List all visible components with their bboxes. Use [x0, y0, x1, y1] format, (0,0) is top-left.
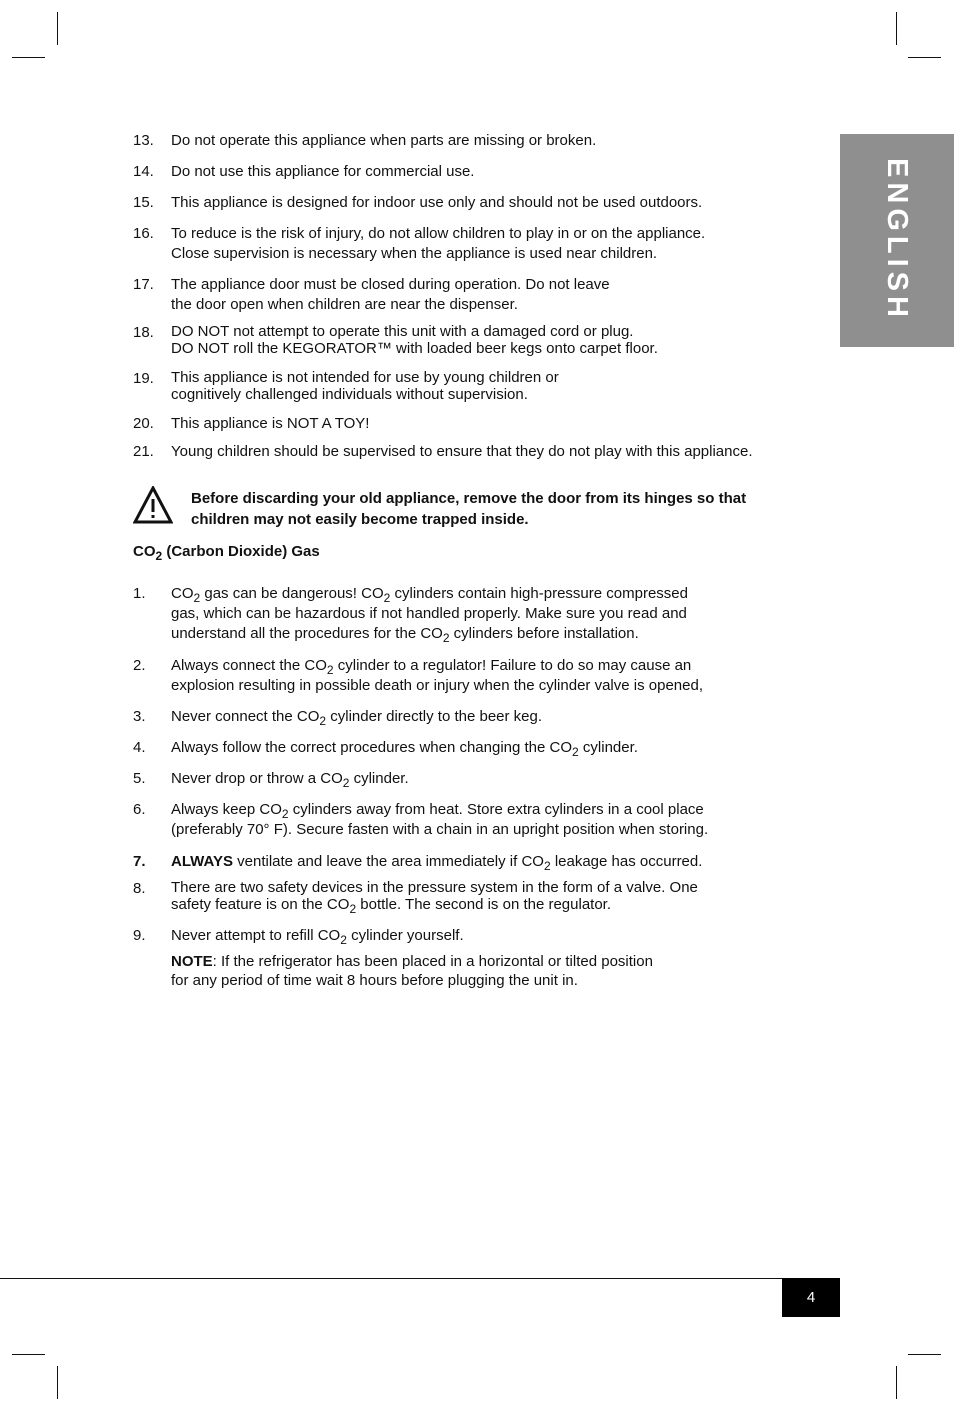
- list-item: [133, 584, 833, 644]
- text-segment: Never attempt to refill CO: [171, 927, 341, 944]
- text-segment: There are two safety devices in the pressure system in the form of a valve. One safety feature is on the CO: [171, 879, 698, 913]
- list-item-number: 3.: [133, 708, 146, 725]
- note-text: : If the refrigerator has been placed in a horizontal or tilted position for any period of time wait 8 hours before plugging the unit in.: [171, 953, 653, 989]
- subscript: 2: [340, 933, 347, 947]
- list-item-text: To reduce is the risk of injury, do not allow children to play in or on the appliance. Close supervision is necessary when the appliance is used near children.: [171, 225, 706, 262]
- text-segment: ventilate and leave the area immediately if CO: [232, 853, 544, 870]
- subscript: 2: [442, 631, 450, 645]
- list-item: [133, 369, 833, 403]
- page-number: 4: [782, 1278, 840, 1317]
- list-item-number: 1.: [133, 585, 146, 602]
- text-segment: CO: [171, 585, 194, 602]
- list-item: [133, 926, 833, 946]
- footer-rule: [0, 1278, 840, 1279]
- crop-mark: [896, 1366, 897, 1399]
- text-segment: cylinder.: [349, 770, 409, 787]
- list-item: [133, 193, 833, 213]
- list-item-number: 2.: [133, 657, 146, 674]
- list-item: [133, 162, 833, 182]
- text-segment: gas can be dangerous! CO: [200, 585, 384, 602]
- text-segment: cylinders contain high-pressure compressed gas, which can be hazardous if not handled properly. Make sure you read and understand all the procedures for the CO: [171, 585, 688, 642]
- subscript: 2: [572, 745, 579, 759]
- list-item-text: [171, 707, 833, 727]
- list-item-number: 4.: [133, 739, 146, 756]
- crop-mark: [908, 1354, 941, 1355]
- list-item-number: 14.: [133, 163, 154, 180]
- heading-prefix: CO: [133, 543, 156, 560]
- list-item-number: 21.: [133, 443, 154, 460]
- crop-mark: [57, 12, 58, 45]
- list-item: [133, 414, 833, 434]
- subscript: 2: [326, 663, 334, 677]
- list-item-number: 15.: [133, 194, 154, 211]
- crop-mark: [12, 57, 45, 58]
- list-item-text: [171, 926, 833, 946]
- list-item-number: 9.: [133, 927, 146, 944]
- list-item-text: This appliance is NOT A TOY!: [171, 415, 370, 432]
- text-segment: bottle. The second is on the regulator.: [356, 896, 612, 913]
- list-item-text: DO NOT not attempt to operate this unit with a damaged cord or plug. DO NOT roll the KEGORATOR™ with loaded beer kegs onto carpet floor.: [171, 323, 658, 357]
- subscript: 2: [193, 591, 201, 605]
- list-item-text: The appliance door must be closed during operation. Do not leave the door open when children are near the dispenser.: [171, 276, 610, 313]
- emphasis-text: ALWAYS: [171, 853, 233, 870]
- text-segment: Never drop or throw a CO: [171, 770, 343, 787]
- text-segment: cylinder directly to the beer keg.: [326, 708, 543, 725]
- language-tab-label: ENGLISH: [881, 158, 913, 322]
- subscript: 2: [349, 902, 357, 916]
- warning-text: Before discarding your old appliance, remove the door from its hinges so that children may not easily become trapped inside.: [191, 490, 747, 528]
- list-item: [133, 275, 833, 315]
- text-segment: leakage has occurred.: [550, 853, 703, 870]
- list-item-number: 19.: [133, 370, 154, 387]
- text-segment: cylinders before installation.: [449, 625, 639, 642]
- text-segment: Always connect the CO: [171, 657, 327, 674]
- list-item-text: [171, 769, 833, 789]
- text-segment: cylinder.: [578, 739, 638, 756]
- crop-mark: [896, 12, 897, 45]
- subscript: 2: [543, 859, 551, 873]
- list-item-number: 7.: [133, 853, 146, 870]
- list-item-number: 20.: [133, 415, 154, 432]
- list-item-text: Young children should be supervised to ensure that they do not play with this appliance.: [171, 443, 753, 460]
- subscript: 2: [383, 591, 391, 605]
- list-item-text: [171, 879, 833, 914]
- crop-mark: [57, 1366, 58, 1399]
- text-segment: cylinder to a regulator! Failure to do so may cause an explosion resulting in possible death or injury when the cylinder valve is opened,: [171, 657, 703, 694]
- crop-mark: [908, 57, 941, 58]
- list-item: [133, 852, 833, 872]
- subscript: 2: [281, 807, 289, 821]
- list-item: [133, 707, 833, 727]
- list-item: [133, 224, 833, 264]
- list-item-number: 8.: [133, 880, 146, 897]
- list-item-number: 18.: [133, 324, 154, 341]
- subscript: 2: [319, 714, 327, 728]
- list-item-text: [171, 852, 833, 872]
- subscript: 2: [342, 776, 350, 790]
- list-item-text: This appliance is not intended for use by young children or cognitively challenged individuals without supervision.: [171, 369, 559, 403]
- section-heading: [133, 542, 320, 562]
- list-item: [133, 442, 833, 462]
- list-item: [133, 656, 833, 696]
- list-item-number: 13.: [133, 132, 154, 149]
- note-label: NOTE: [171, 953, 213, 970]
- list-item-text: [171, 800, 833, 840]
- list-item: [133, 769, 833, 789]
- list-item-number: 16.: [133, 225, 154, 242]
- list-item-text: Do not operate this appliance when parts are missing or broken.: [171, 132, 597, 149]
- list-item: [133, 323, 833, 357]
- warning-block: [133, 484, 803, 532]
- heading-subscript: 2: [155, 549, 163, 563]
- list-item-text: [171, 584, 833, 644]
- warning-triangle-icon: [133, 486, 173, 524]
- language-tab: [840, 134, 954, 347]
- list-item-text: This appliance is designed for indoor use only and should not be used outdoors.: [171, 194, 703, 211]
- list-item: [133, 738, 833, 758]
- text-segment: Always keep CO: [171, 801, 282, 818]
- text-segment: cylinders away from heat. Store extra cylinders in a cool place (preferably 70° F). Secure fasten with a chain in an upright position when storing.: [171, 801, 709, 838]
- text-segment: Always follow the correct procedures when changing the CO: [171, 739, 573, 756]
- text-segment: Never connect the CO: [171, 708, 320, 725]
- list-item-text: [171, 656, 833, 696]
- list-item-number: 17.: [133, 276, 154, 293]
- list-item-text: Do not use this appliance for commercial use.: [171, 163, 475, 180]
- text-segment: cylinder yourself.: [346, 927, 464, 944]
- crop-mark: [12, 1354, 45, 1355]
- list-item: [133, 131, 833, 151]
- heading-rest: (Carbon Dioxide) Gas: [162, 543, 320, 560]
- note: [171, 952, 771, 990]
- list-item-number: 5.: [133, 770, 146, 787]
- list-item-text: [171, 738, 833, 758]
- list-item: [133, 800, 833, 840]
- list-item-number: 6.: [133, 801, 146, 818]
- list-item: [133, 879, 833, 914]
